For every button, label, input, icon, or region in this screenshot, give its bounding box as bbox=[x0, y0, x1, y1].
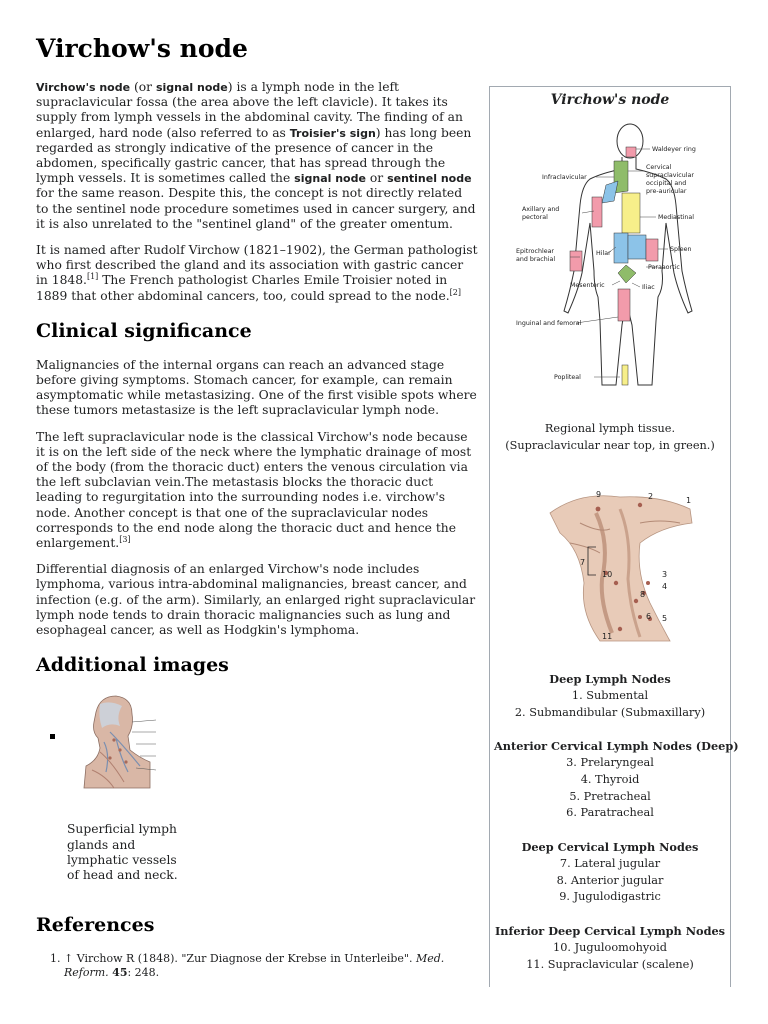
label-axillary-1: Axillary and bbox=[522, 206, 560, 213]
neck-number-9: 9 bbox=[596, 490, 602, 499]
neck-number-3: 3 bbox=[662, 570, 668, 579]
neck-number-4: 4 bbox=[662, 582, 668, 591]
lymph-system-diagram[interactable] bbox=[510, 121, 710, 411]
legend-heading: Inferior Deep Cervical Lymph Nodes bbox=[494, 923, 726, 938]
label-cervical-4: pre-auricular bbox=[646, 188, 687, 195]
section-heading-clinical: Clinical significance bbox=[36, 319, 252, 342]
infobox bbox=[489, 86, 739, 987]
article-body bbox=[36, 80, 478, 980]
legend-group bbox=[494, 671, 726, 721]
label-mesenteric: Mesenteric bbox=[570, 282, 605, 289]
clinical-paragraph-1: Malignancies of the internal organs can reach an advanced stage before giving symptoms. Stomach cancer, for example, can remain asymptomatic while metastasizing. One of the first visible spots where these tumors metastasize is the left supraclavicular lymph node. bbox=[36, 357, 477, 418]
section-heading-references: References bbox=[36, 914, 155, 937]
legend-item: 3. Prelaryngeal bbox=[566, 755, 654, 769]
label-popliteal: Popliteal bbox=[554, 374, 581, 381]
neck-number-5: 5 bbox=[662, 614, 668, 623]
section-heading-additional-images: Additional images bbox=[36, 654, 229, 677]
legend-group bbox=[494, 738, 739, 822]
legend-heading: Deep Lymph Nodes bbox=[549, 672, 671, 686]
legend-item: 10. Juguloomohyoid bbox=[553, 940, 667, 954]
legend-item: 7. Lateral jugular bbox=[559, 856, 661, 870]
legend-group bbox=[494, 839, 726, 906]
reference-item: 1. ↑ Virchow R (1848). "Zur Diagnose der Krebse in Unterleibe". Med. Reform. 45: 248. bbox=[64, 952, 478, 980]
image-gallery bbox=[36, 692, 478, 898]
label-paraaortic: Paraaortic bbox=[648, 264, 680, 271]
clinical-paragraph-2: The left supraclavicular node is the classical Virchow's node because it is on the left side of the neck where the lymphatic drainage of most of the body (from the thoracic duct) enters the venous circulation via the left subclavian vein.The metastasis blocks the thoracic duct leading to regurgitation into the surrounding nodes i.e. virchow's node. Another concept is that one of the supraclavicular nodes corresponds to the end node along the thoracic duct and hence the enlargement.[3] bbox=[36, 429, 472, 551]
label-spleen: Spleen bbox=[670, 246, 692, 253]
head-neck-lymph-image[interactable] bbox=[70, 692, 158, 792]
label-epitrochlear-1: Epitrochlear bbox=[516, 248, 555, 255]
legend-item: 9. Jugulodigastric bbox=[559, 890, 661, 904]
neck-number-11: 11 bbox=[602, 632, 613, 641]
label-epitrochlear-2: and brachial bbox=[516, 256, 556, 263]
neck-number-8: 8 bbox=[640, 590, 646, 599]
neck-number-6: 6 bbox=[646, 612, 652, 621]
neck-number-10: 10 bbox=[602, 570, 613, 579]
label-cervical-2: supraclavicular bbox=[646, 172, 694, 179]
references-list bbox=[36, 952, 478, 980]
neck-number-7: 7 bbox=[580, 558, 586, 567]
label-iliac: Iliac bbox=[642, 284, 655, 291]
label-waldeyer: Waldeyer ring bbox=[652, 146, 696, 153]
page-title: Virchow's node bbox=[36, 34, 248, 63]
neck-number-2: 2 bbox=[648, 492, 654, 501]
legend-item: 5. Pretracheal bbox=[569, 789, 651, 803]
list-bullet bbox=[50, 734, 55, 739]
label-axillary-2: pectoral bbox=[522, 214, 548, 221]
legend-item: 2. Submandibular (Submaxillary) bbox=[514, 705, 706, 719]
infobox-caption: Regional lymph tissue. (Supraclavicular near top, in green.) bbox=[505, 422, 715, 452]
legend-item: 6. Paratracheal bbox=[566, 806, 654, 820]
label-infraclavicular: Infraclavicular bbox=[542, 174, 587, 181]
legend-heading: Deep Cervical Lymph Nodes bbox=[521, 839, 699, 854]
label-hilar: Hilar bbox=[596, 250, 611, 257]
legend-item: 1. Submental bbox=[571, 688, 649, 702]
label-inguinal: Inguinal and femoral bbox=[516, 320, 582, 327]
label-cervical-1: Cervical bbox=[646, 164, 672, 171]
intro-paragraph-1: Virchow's node (or signal node) is a lymph node in the left supraclavicular fossa (the area above the left clavicle). It takes its supply from lymph vessels in the abdominal cavity. The finding of an enlarged, hard node (also referred to as Troisier's sign) has long been regarded as strongly indicative of the presence of cancer in the abdomen, specifically gastric cancer, that has spread through the lymph vessels. It is sometimes called the signal node or sentinel node for the same reason. Despite this, the concept is not directly related to the sentinel node procedure sometimes used in cancer surgery, and it is also unrelated to the "sentinel gland" of the greater omentum. bbox=[36, 80, 476, 231]
intro-paragraph-2: It is named after Rudolf Virchow (1821–1902), the German pathologist who first described the gland and its association with gastric cancer in 1848.[1] The French pathologist Charles Emile Troisier noted in 1889 that other abdominal cancers, too, could spread to the node.[2] bbox=[36, 243, 478, 303]
gallery-caption: Superficial lymph glands and lymphatic vessels of head and neck. bbox=[67, 822, 178, 882]
legend-item: 8. Anterior jugular bbox=[556, 873, 664, 887]
clinical-paragraph-3: Differential diagnosis of an enlarged Virchow's node includes lymphoma, various intra-abdominal malignancies, breast cancer, and infection (e.g. of the arm). Similarly, an enlarged right supraclavicular lymph node tends to drain thoracic malignancies such as lung and esophageal cancer, as well as Hodgkin's lymphoma. bbox=[36, 562, 476, 638]
lymph-node-legend bbox=[494, 671, 739, 990]
legend-item: 4. Thyroid bbox=[580, 772, 640, 786]
cervical-lymph-nodes-image[interactable] bbox=[540, 483, 700, 645]
infobox-title: Virchow's node bbox=[550, 92, 670, 108]
label-mediastinal: Mediastinal bbox=[658, 214, 695, 221]
legend-group bbox=[494, 923, 726, 973]
legend-item: 11. Supraclavicular (scalene) bbox=[526, 957, 694, 971]
legend-heading: Anterior Cervical Lymph Nodes (Deep) bbox=[494, 739, 739, 754]
label-cervical-3: occipital and bbox=[646, 180, 687, 187]
neck-number-1: 1 bbox=[686, 496, 692, 505]
